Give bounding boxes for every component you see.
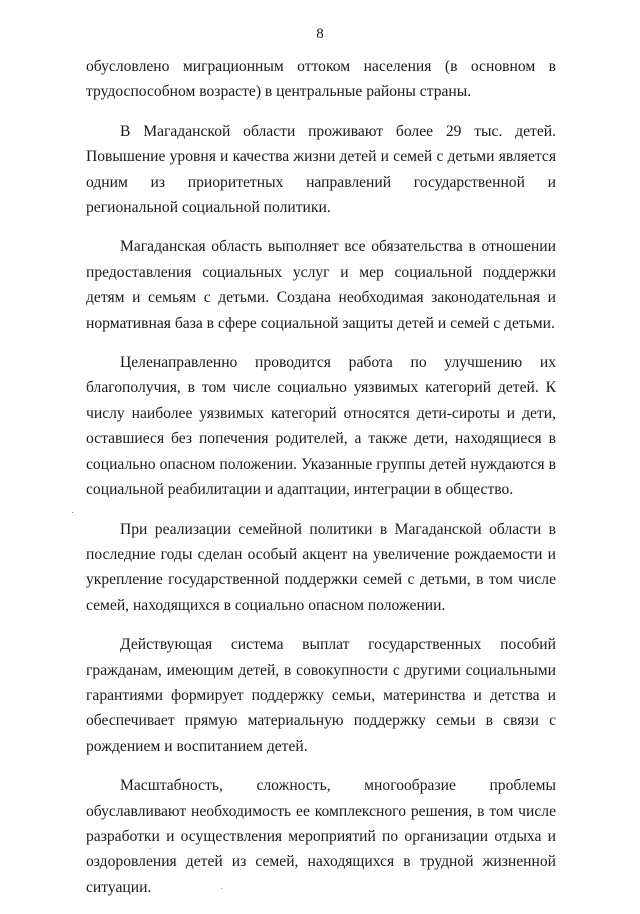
paragraph: Целенаправленно проводится работа по улучшению их благополучия, в том числе социально уязвимых категорий детей. К числу наиболее уязвимых категорий относятся дети-сироты и дети, оставшиеся без попечения родителей, а также дети, находящиеся в социально опасном положении. Указанные группы детей нуждаются в социальной реабилитации и адаптации, интеграции в общество. bbox=[86, 354, 556, 499]
scan-speck bbox=[150, 848, 151, 849]
paragraph: Действующая система выплат государственных пособий гражданам, имеющим детей, в совокупности с другими социальными гарантиями формирует поддержку семьи, материнства и детства и обеспечивает прямую материальную поддержку семьи в связи с рождением и воспитанием детей. bbox=[86, 636, 556, 755]
paragraph: При реализации семейной политики в Магаданской области в последние годы сделан особый акцент на увеличение рождаемости и укрепление государственной поддержки семей с детьми, в том числе семей, находящихся в социально опасном положении. bbox=[86, 520, 556, 614]
paragraph: обусловлено миграционным оттоком населения (в основном в трудоспособном возрасте) в центральные районы страны. bbox=[86, 58, 556, 101]
scan-speck bbox=[221, 888, 222, 889]
scan-speck bbox=[72, 512, 73, 513]
paragraph: Масштабность, сложность, многообразие проблемы обуславливают необходимость ее комплексного решения, в том числе разработки и осуществления мероприятий по организации отдыха и оздоровления детей из семей, находящихся в трудной жизненной ситуации. bbox=[86, 777, 556, 896]
paragraph: В Магаданской области проживают более 29 тыс. детей. Повышение уровня и качества жизни детей и семей с детьми является одним из приоритетных направлений государственной и региональной социальной политики. bbox=[86, 122, 556, 217]
body-text bbox=[86, 54, 556, 914]
page-number: 8 bbox=[316, 26, 324, 42]
paragraph: Магаданская область выполняет все обязательства в отношении предоставления социальных услуг и мер социальной поддержки детям и семьям с детьми. Создана необходимая законодательная и нормативная база в сфере социальной защиты детей и семей с детьми. bbox=[86, 238, 556, 332]
